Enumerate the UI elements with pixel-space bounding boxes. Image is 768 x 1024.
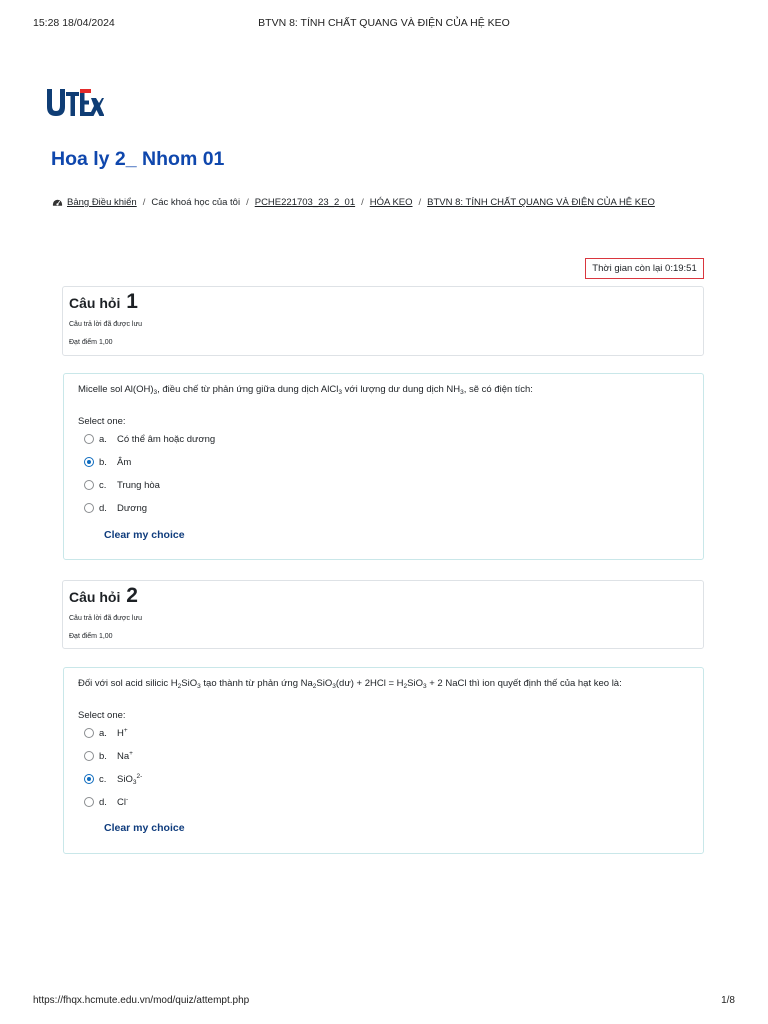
answer-text: Na+ <box>117 750 133 762</box>
answer-option-a[interactable]: a. H+ <box>84 726 128 740</box>
question-text: Micelle sol $Al(OH)_3$, điều chế từ phản ứng giữa dung dịch AlCl$_3$ với lượng dư dung dịch $NH_3$, sẽ có điện tích: <box>78 384 533 396</box>
radio-button[interactable] <box>84 434 94 444</box>
breadcrumb-quiz-link[interactable]: BTVN 8: TÍNH CHẤT QUANG VÀ ĐIỆN CỦA HỆ KEO <box>427 197 655 208</box>
answer-text: SiO$_3^{2-}$ <box>117 772 143 786</box>
answer-option-c[interactable]: c. Trung hòa <box>84 478 160 492</box>
answer-option-c[interactable]: c. SiO$_3^{2-}$ <box>84 772 142 786</box>
breadcrumb-dashboard-link[interactable]: Bảng Điều khiển <box>67 197 137 208</box>
question-number <box>69 290 138 314</box>
course-title: Hoa ly 2_ Nhom 01 <box>51 148 225 170</box>
breadcrumb-separator: / <box>246 197 249 208</box>
select-one-label: Select one: <box>78 416 126 427</box>
breadcrumb-separator: / <box>418 197 422 208</box>
question-2-info <box>62 580 704 649</box>
print-document-title: BTVN 8: TÍNH CHẤT QUANG VÀ ĐIỆN CỦA HỆ KEO <box>258 17 510 29</box>
quiz-timer: Thời gian còn lại 0:19:51 <box>585 258 704 279</box>
print-footer <box>0 995 768 1009</box>
question-1-info <box>62 286 704 356</box>
question-state: Câu trả lời đã được lưu <box>69 615 143 622</box>
clear-my-choice-button[interactable]: Clear my choice <box>104 822 185 834</box>
answer-text: Trung hòa <box>117 479 160 491</box>
radio-button[interactable] <box>84 728 94 738</box>
breadcrumb-section-link[interactable]: HÓA KEO <box>369 197 413 208</box>
radio-button[interactable] <box>84 480 94 490</box>
print-page-number: 1/8 <box>721 995 735 1006</box>
answer-text: Âm <box>117 456 132 468</box>
radio-button[interactable] <box>84 797 94 807</box>
question-state: Câu trả lời đã được lưu <box>69 321 143 328</box>
answer-option-d[interactable]: d. Dương <box>84 501 147 515</box>
question-number-value: 1 <box>126 290 138 313</box>
print-header <box>0 17 768 31</box>
print-url: https://fhqx.hcmute.edu.vn/mod/quiz/attempt.php <box>33 995 250 1006</box>
answer-text: H+ <box>117 727 128 739</box>
answer-text: Có thể âm hoặc dương <box>117 433 216 445</box>
radio-button[interactable] <box>84 503 94 513</box>
breadcrumb <box>52 197 655 208</box>
breadcrumb-separator: / <box>142 197 146 208</box>
question-label: Câu hỏi <box>69 295 121 311</box>
answer-option-b[interactable]: b. Na+ <box>84 749 133 763</box>
breadcrumb-separator: / <box>361 197 364 208</box>
answer-option-b[interactable]: b. Âm <box>84 455 131 469</box>
breadcrumb-my-courses: Các khoá học của tôi <box>151 197 241 208</box>
question-number-value: 2 <box>126 584 138 607</box>
utex-logo-icon <box>46 86 104 118</box>
clear-my-choice-button[interactable]: Clear my choice <box>104 529 185 541</box>
site-logo[interactable] <box>46 84 104 118</box>
dashboard-icon <box>52 197 63 208</box>
question-grade: Đạt điểm 1,00 <box>69 339 113 346</box>
breadcrumb-course-link[interactable]: PCHE221703_23_2_01 <box>254 197 356 208</box>
answer-text: Dương <box>117 502 148 514</box>
question-grade: Đạt điểm 1,00 <box>69 633 113 640</box>
radio-button-checked[interactable] <box>84 457 94 467</box>
answer-option-d[interactable]: d. Cl- <box>84 795 128 809</box>
question-label: Câu hỏi <box>69 589 121 605</box>
question-number <box>69 584 138 608</box>
select-one-label: Select one: <box>78 710 126 721</box>
question-1-content <box>63 373 704 560</box>
radio-button-checked[interactable] <box>84 774 94 784</box>
answer-option-a[interactable]: a. Có thể âm hoặc dương <box>84 432 215 446</box>
question-text: Đối với sol acid silicic $H_2SiO_3$ tạo thành từ phản ứng $Na_2SiO_3(dư) + 2HCl = H_2SiO_3 + 2$ NaCl thì ion quyết định thế của hạt keo là: <box>78 678 622 690</box>
print-timestamp: 15:28 18/04/2024 <box>33 17 115 29</box>
question-2-content <box>63 667 704 854</box>
radio-button[interactable] <box>84 751 94 761</box>
answer-text: Cl- <box>117 796 129 808</box>
